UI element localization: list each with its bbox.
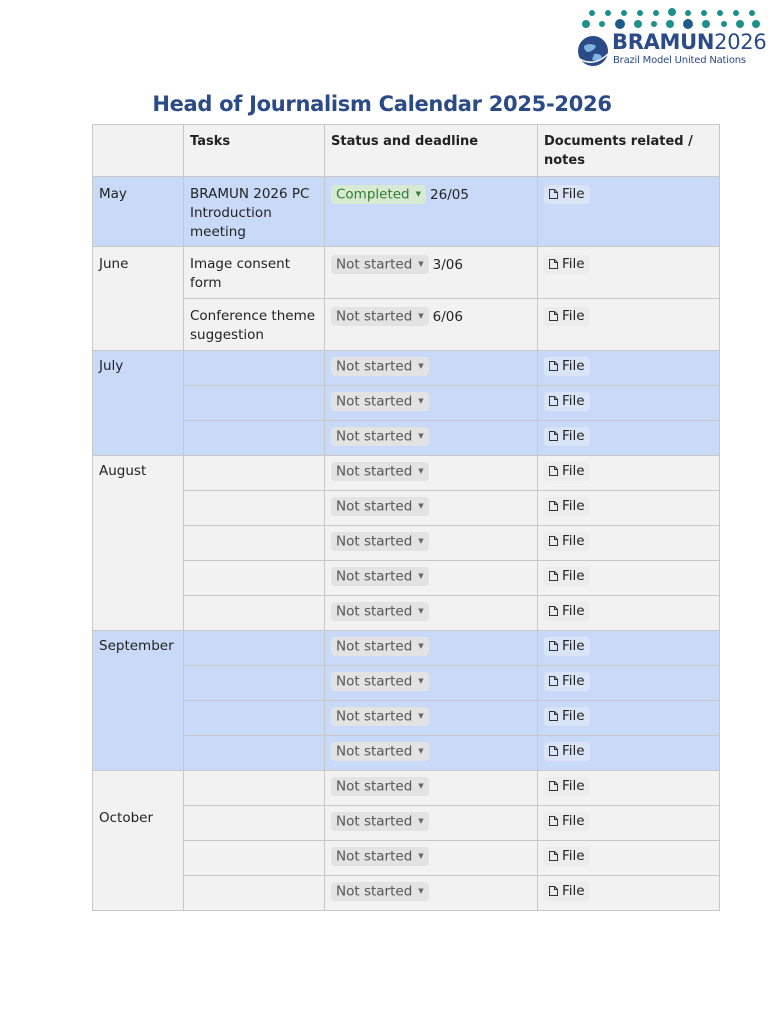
- table-row: [93, 491, 720, 526]
- chevron-down-icon: ▼: [418, 782, 424, 790]
- status-label: Not started: [336, 883, 413, 900]
- header-tasks: Tasks: [184, 125, 325, 177]
- file-label: File: [562, 708, 585, 724]
- status-cell: [325, 386, 538, 421]
- file-label: File: [562, 813, 585, 829]
- status-dropdown[interactable]: [331, 567, 429, 586]
- chevron-down-icon: ▼: [415, 190, 422, 198]
- task-cell[interactable]: [184, 666, 325, 701]
- documents-cell: [538, 841, 720, 876]
- status-label: Not started: [336, 848, 413, 865]
- deadline-text: 6/06: [432, 308, 463, 325]
- file-label: File: [562, 256, 585, 272]
- globe-icon: [576, 34, 610, 68]
- status-dropdown[interactable]: [331, 637, 429, 656]
- task-cell[interactable]: Image consent form: [184, 247, 325, 299]
- file-chip[interactable]: [544, 427, 590, 446]
- logo-title: BRAMUN2026: [612, 30, 767, 54]
- task-cell[interactable]: [184, 421, 325, 456]
- file-chip[interactable]: [544, 882, 590, 901]
- status-label: Not started: [336, 393, 413, 410]
- month-cell: October: [93, 771, 184, 911]
- status-cell: [325, 456, 538, 491]
- status-cell: [325, 596, 538, 631]
- task-cell[interactable]: [184, 841, 325, 876]
- status-dropdown[interactable]: [331, 532, 429, 551]
- status-dropdown[interactable]: [331, 497, 429, 516]
- status-label: Not started: [336, 813, 413, 830]
- table-row: [93, 806, 720, 841]
- status-label: Not started: [336, 498, 413, 515]
- documents-cell: [538, 771, 720, 806]
- table-row: [93, 771, 720, 806]
- document-icon: [549, 463, 558, 473]
- chevron-down-icon: ▼: [418, 260, 424, 268]
- document-icon: [549, 603, 558, 613]
- file-chip[interactable]: [544, 672, 590, 691]
- chevron-down-icon: ▼: [418, 747, 424, 755]
- documents-cell: [538, 421, 720, 456]
- status-dropdown[interactable]: [331, 357, 429, 376]
- file-label: File: [562, 463, 585, 479]
- documents-cell: [538, 351, 720, 386]
- chevron-down-icon: ▼: [418, 852, 424, 860]
- chevron-down-icon: ▼: [418, 712, 424, 720]
- status-dropdown[interactable]: [331, 427, 429, 446]
- chevron-down-icon: ▼: [418, 502, 424, 510]
- document-icon: [549, 256, 558, 266]
- table-row: [93, 526, 720, 561]
- documents-cell: [538, 806, 720, 841]
- page-title: Head of Journalism Calendar 2025-2026: [152, 92, 612, 116]
- status-cell: [325, 421, 538, 456]
- file-chip[interactable]: [544, 357, 590, 376]
- file-chip[interactable]: [544, 532, 590, 551]
- file-label: File: [562, 428, 585, 444]
- table-row: [93, 386, 720, 421]
- chevron-down-icon: ▼: [418, 432, 424, 440]
- documents-cell: [538, 456, 720, 491]
- chevron-down-icon: ▼: [418, 572, 424, 580]
- file-chip[interactable]: [544, 462, 590, 481]
- table-row: [93, 596, 720, 631]
- status-dropdown[interactable]: [331, 777, 429, 796]
- status-cell: [325, 247, 538, 299]
- documents-cell: [538, 701, 720, 736]
- task-cell[interactable]: [184, 876, 325, 911]
- documents-cell: [538, 299, 720, 351]
- chevron-down-icon: ▼: [418, 397, 424, 405]
- documents-cell: [538, 736, 720, 771]
- document-icon: [549, 813, 558, 823]
- task-cell[interactable]: Conference theme suggestion: [184, 299, 325, 351]
- documents-cell: [538, 876, 720, 911]
- status-label: Not started: [336, 673, 413, 690]
- file-chip[interactable]: [544, 185, 590, 204]
- status-dropdown[interactable]: [331, 255, 429, 274]
- status-dropdown[interactable]: [331, 847, 429, 866]
- document-icon: [549, 883, 558, 893]
- documents-cell: [538, 631, 720, 666]
- task-cell[interactable]: [184, 631, 325, 666]
- task-cell[interactable]: [184, 561, 325, 596]
- task-cell[interactable]: [184, 701, 325, 736]
- status-cell: [325, 299, 538, 351]
- chevron-down-icon: ▼: [418, 467, 424, 475]
- file-chip[interactable]: [544, 567, 590, 586]
- documents-cell: [538, 561, 720, 596]
- documents-cell: [538, 526, 720, 561]
- status-label: Not started: [336, 256, 413, 273]
- status-cell: [325, 666, 538, 701]
- status-label: Not started: [336, 463, 413, 480]
- status-label: Not started: [336, 638, 413, 655]
- file-chip[interactable]: [544, 812, 590, 831]
- chevron-down-icon: ▼: [418, 817, 424, 825]
- file-chip[interactable]: [544, 847, 590, 866]
- status-dropdown[interactable]: [331, 602, 429, 621]
- status-label: Not started: [336, 603, 413, 620]
- table-row: [93, 421, 720, 456]
- documents-cell: [538, 491, 720, 526]
- month-cell: May: [93, 177, 184, 247]
- header-status: Status and deadline: [325, 125, 538, 177]
- status-label: Not started: [336, 358, 413, 375]
- document-icon: [549, 848, 558, 858]
- status-label: Not started: [336, 708, 413, 725]
- documents-cell: [538, 666, 720, 701]
- document-icon: [549, 308, 558, 318]
- status-label: Not started: [336, 743, 413, 760]
- file-label: File: [562, 393, 585, 409]
- status-dropdown[interactable]: [331, 812, 429, 831]
- status-dropdown[interactable]: [331, 307, 429, 326]
- task-cell[interactable]: [184, 526, 325, 561]
- status-cell: [325, 561, 538, 596]
- file-chip[interactable]: [544, 497, 590, 516]
- document-icon: [549, 708, 558, 718]
- status-label: Not started: [336, 568, 413, 585]
- table-row: [93, 701, 720, 736]
- status-dropdown[interactable]: [331, 462, 429, 481]
- status-label: Not started: [336, 308, 413, 325]
- table-row: [93, 876, 720, 911]
- file-chip[interactable]: [544, 255, 590, 274]
- document-icon: [549, 498, 558, 508]
- status-cell: [325, 177, 538, 247]
- table-row: [93, 351, 720, 386]
- file-label: File: [562, 568, 585, 584]
- table-row: [93, 456, 720, 491]
- table-row: [93, 736, 720, 771]
- document-icon: [549, 393, 558, 403]
- file-label: File: [562, 673, 585, 689]
- file-chip[interactable]: [544, 707, 590, 726]
- task-cell[interactable]: [184, 386, 325, 421]
- file-label: File: [562, 883, 585, 899]
- status-dropdown[interactable]: [331, 882, 429, 901]
- status-dropdown[interactable]: [331, 742, 429, 761]
- task-cell[interactable]: [184, 351, 325, 386]
- file-label: File: [562, 186, 585, 202]
- table-row: [93, 561, 720, 596]
- chevron-down-icon: ▼: [418, 362, 424, 370]
- status-cell: [325, 736, 538, 771]
- file-chip[interactable]: [544, 307, 590, 326]
- document-icon: [549, 428, 558, 438]
- documents-cell: [538, 247, 720, 299]
- file-chip[interactable]: [544, 392, 590, 411]
- status-dropdown[interactable]: [331, 672, 429, 691]
- status-cell: [325, 701, 538, 736]
- bramun-logo: [576, 6, 767, 66]
- file-chip[interactable]: [544, 742, 590, 761]
- documents-cell: [538, 386, 720, 421]
- table-row: [93, 631, 720, 666]
- table-row: [93, 841, 720, 876]
- task-cell[interactable]: [184, 456, 325, 491]
- file-label: File: [562, 603, 585, 619]
- header-month: [93, 125, 184, 177]
- task-cell[interactable]: [184, 806, 325, 841]
- month-cell: July: [93, 351, 184, 456]
- calendar-table: [92, 124, 720, 911]
- documents-cell: [538, 596, 720, 631]
- chevron-down-icon: ▼: [418, 887, 424, 895]
- chevron-down-icon: ▼: [418, 607, 424, 615]
- document-icon: [549, 743, 558, 753]
- status-label: Not started: [336, 428, 413, 445]
- status-cell: [325, 771, 538, 806]
- task-cell[interactable]: [184, 491, 325, 526]
- status-cell: [325, 491, 538, 526]
- table-row: [93, 299, 720, 351]
- status-label: Not started: [336, 778, 413, 795]
- status-cell: [325, 526, 538, 561]
- file-label: File: [562, 848, 585, 864]
- document-icon: [549, 568, 558, 578]
- status-cell: [325, 631, 538, 666]
- file-label: File: [562, 498, 585, 514]
- document-icon: [549, 673, 558, 683]
- task-cell[interactable]: BRAMUN 2026 PC Introduction meeting: [184, 177, 325, 247]
- task-cell[interactable]: [184, 771, 325, 806]
- status-cell: [325, 841, 538, 876]
- status-cell: [325, 351, 538, 386]
- file-label: File: [562, 778, 585, 794]
- file-label: File: [562, 308, 585, 324]
- status-label: Completed: [336, 186, 410, 203]
- document-icon: [549, 533, 558, 543]
- file-label: File: [562, 743, 585, 759]
- status-cell: [325, 876, 538, 911]
- document-icon: [549, 358, 558, 368]
- deadline-text: 26/05: [430, 186, 469, 203]
- deadline-text: 3/06: [432, 256, 463, 273]
- month-cell: September: [93, 631, 184, 771]
- month-cell: August: [93, 456, 184, 631]
- logo-subtitle: Brazil Model United Nations: [613, 55, 746, 66]
- calendar-body: [93, 177, 720, 911]
- status-cell: [325, 806, 538, 841]
- file-label: File: [562, 358, 585, 374]
- document-icon: [549, 778, 558, 788]
- file-label: File: [562, 638, 585, 654]
- documents-cell: [538, 177, 720, 247]
- file-label: File: [562, 533, 585, 549]
- file-chip[interactable]: [544, 637, 590, 656]
- table-row: [93, 666, 720, 701]
- logo-dots-decoration: [582, 8, 762, 32]
- status-dropdown[interactable]: [331, 392, 429, 411]
- table-row: [93, 177, 720, 247]
- table-header-row: [93, 125, 720, 177]
- file-chip[interactable]: [544, 777, 590, 796]
- document-icon: [549, 638, 558, 648]
- chevron-down-icon: ▼: [418, 537, 424, 545]
- header-documents: Documents related / notes: [538, 125, 720, 177]
- chevron-down-icon: ▼: [418, 677, 424, 685]
- status-dropdown[interactable]: [331, 185, 426, 204]
- chevron-down-icon: ▼: [418, 642, 424, 650]
- table-row: [93, 247, 720, 299]
- month-cell: June: [93, 247, 184, 351]
- task-cell[interactable]: [184, 596, 325, 631]
- status-dropdown[interactable]: [331, 707, 429, 726]
- document-icon: [549, 186, 558, 196]
- chevron-down-icon: ▼: [418, 312, 424, 320]
- status-label: Not started: [336, 533, 413, 550]
- task-cell[interactable]: [184, 736, 325, 771]
- file-chip[interactable]: [544, 602, 590, 621]
